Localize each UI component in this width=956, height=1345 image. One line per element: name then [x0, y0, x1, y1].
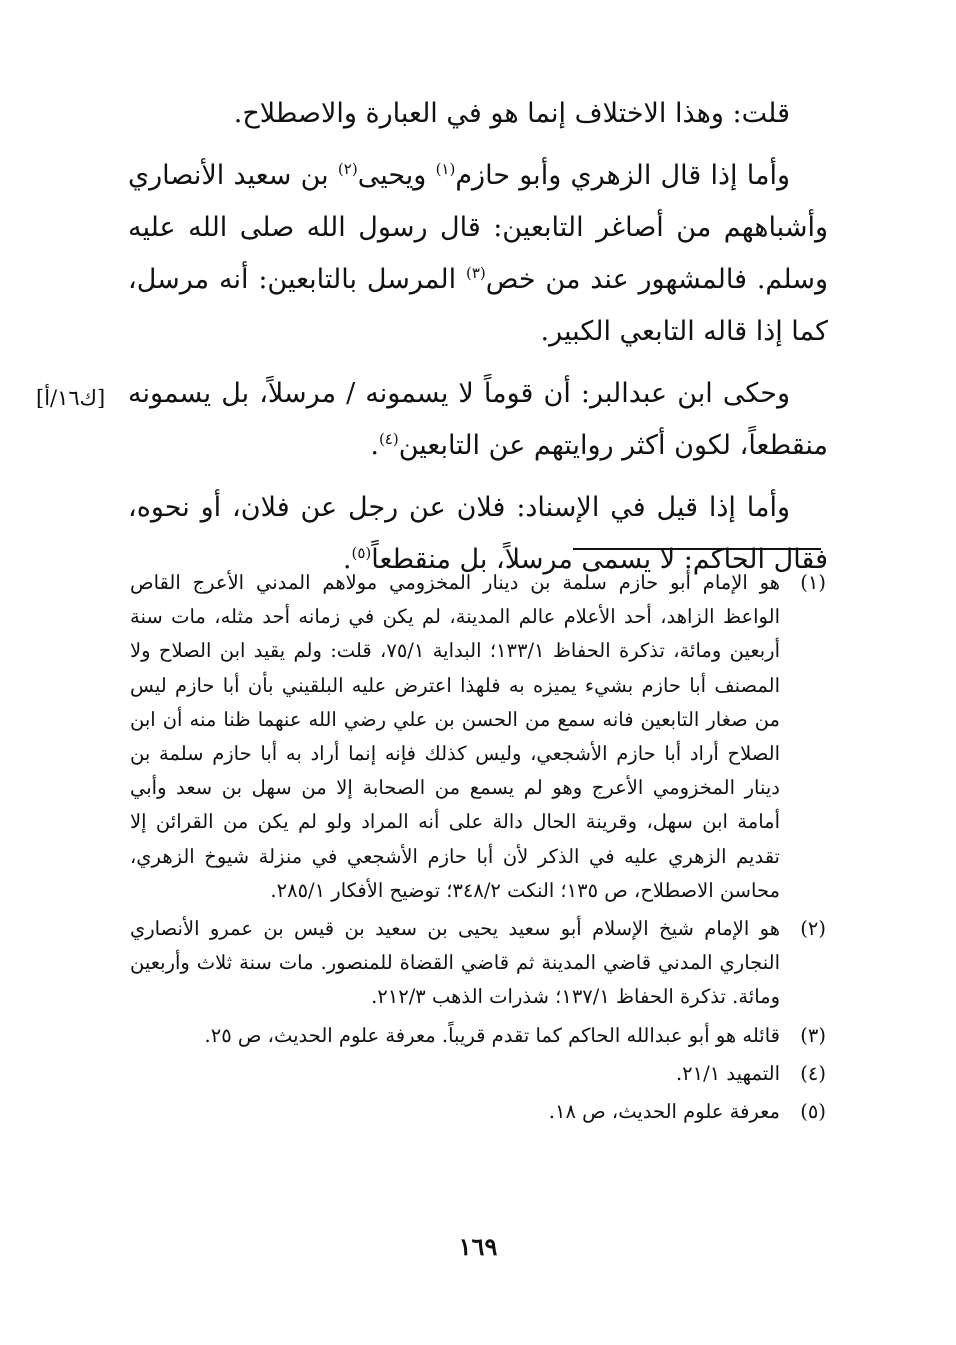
- footnote-number: (٤): [800, 1061, 826, 1085]
- footnote-number: (٢): [800, 917, 826, 941]
- footnote-2: [130, 912, 826, 1015]
- footnote-number: (١): [800, 571, 826, 594]
- paragraph-4-end: .: [342, 544, 352, 575]
- footnote-3: [130, 1019, 826, 1053]
- footnote-4: [130, 1057, 826, 1091]
- paragraph-1-text: قلت: وهذا الاختلاف إنما هو في العبارة والاصطلاح.: [233, 98, 790, 129]
- paragraph-1: [128, 88, 828, 140]
- page-number: ١٦٩: [458, 1232, 498, 1261]
- footnote-5: [130, 1095, 826, 1129]
- paragraph-2-text-a: وأما إذا قال الزهري وأبو حازم: [455, 160, 791, 191]
- footnote-text: هو الإمام شيخ الإسلام أبو سعيد يحيى بن سعيد بن قيس بن عمرو الأنصاري النجاري المدني قاضي المدينة ثم قاضي القضاة للمنصور. مات سنة ثلاث وأربعين ومائة. تذكرة الحفاظ ١٣٧/١؛ شذرات الذهب ٢١٢/٣.: [130, 917, 780, 1009]
- paragraph-3: [36, 368, 828, 472]
- footnote-marker-3[interactable]: (٣): [466, 264, 486, 282]
- footnote-number: (٥): [800, 1100, 826, 1124]
- footnote-text: التمهيد ٢١/١.: [675, 1061, 780, 1085]
- paragraph-2-text-b: ويحيى: [357, 160, 436, 191]
- paragraph-2-text-c: بن سعيد الأنصاري وأشباههم من أصاغر التابعين: قال رسول الله صلى الله عليه وسلم. فالمشهور عند من خص: [128, 160, 829, 295]
- footnote-1: [130, 566, 826, 908]
- paragraph-3-text: وحكى ابن عبدالبر: أن قوماً لا يسمونه / مرسلاً، بل يسمونه منقطعاً، لكون أكثر روايتهم عن التابعين: [128, 378, 828, 461]
- footnote-marker-5[interactable]: (٥): [351, 544, 372, 562]
- footnote-text: هو الإمام أبو حازم سلمة بن دينار المخزومي مولاهم المدني الأعرج القاص الواعظ الزاهد، أحد الأعلام عالم المدينة، لم يكن في زمانه أحد مثله، مات سنة أربعين ومائة، تذكرة الحفاظ ١٣٣/١؛ البداية ٧٥/١، قلت: ولم يقيد ابن الصلاح ولا المصنف أبا حازم بشيء يميزه به فلهذا اعترض عليه البلقيني بأن أبا حازم ليس من صغار التابعين فانه سمع من الحسن بن علي رضي الله عنهما ظنا منه أن ابن الصلاح أراد أبا حازم الأشجعي، وليس كذلك فإنه إنما أراد به أبا حازم سلمة بن دينار المخزومي الأعرج وهو لم يسمع من الصحابة إلا من سهل بن سعد وأبي أمامة ابن سهل، وقرينة الحال دالة على أنه المراد ولو لم يكن من القرائن إلا تقديم الزهري عليه في الذكر لأن أبا حازم الأشجعي في منزلة شيوخ الزهري، محاسن الاصطلاح، ص ١٣٥؛ النكت ٣٤٨/٢؛ توضيح الأفكار ٢٨٥/١.: [130, 571, 780, 902]
- footnote-marker-1[interactable]: (١): [435, 160, 456, 178]
- footnote-separator: [573, 548, 821, 550]
- paragraph-2: [128, 150, 828, 358]
- footnote-number: (٣): [800, 1023, 826, 1047]
- footnote-text: معرفة علوم الحديث، ص ١٨.: [548, 1100, 780, 1124]
- paragraph-2-text-d: المرسل بالتابعين: أنه مرسل، كما إذا قاله التابعي الكبير.: [128, 264, 828, 347]
- footnotes: [130, 566, 826, 1133]
- footnote-marker-2[interactable]: (٢): [337, 160, 358, 178]
- paragraph-3-end: .: [370, 430, 379, 461]
- main-text: [36, 88, 829, 596]
- footnote-marker-4[interactable]: (٤): [378, 430, 399, 448]
- paragraph-4-text: وأما إذا قيل في الإسناد: فلان عن رجل عن فلان، أو نحوه، فقال الحاكم: لا يسمى مرسلاً، بل منقطعاً: [128, 492, 828, 575]
- manuscript-folio-marker: [ك١٦/أ]: [36, 386, 106, 410]
- footnote-text: قائله هو أبو عبدالله الحاكم كما تقدم قريباً. معرفة علوم الحديث، ص ٢٥.: [204, 1023, 780, 1047]
